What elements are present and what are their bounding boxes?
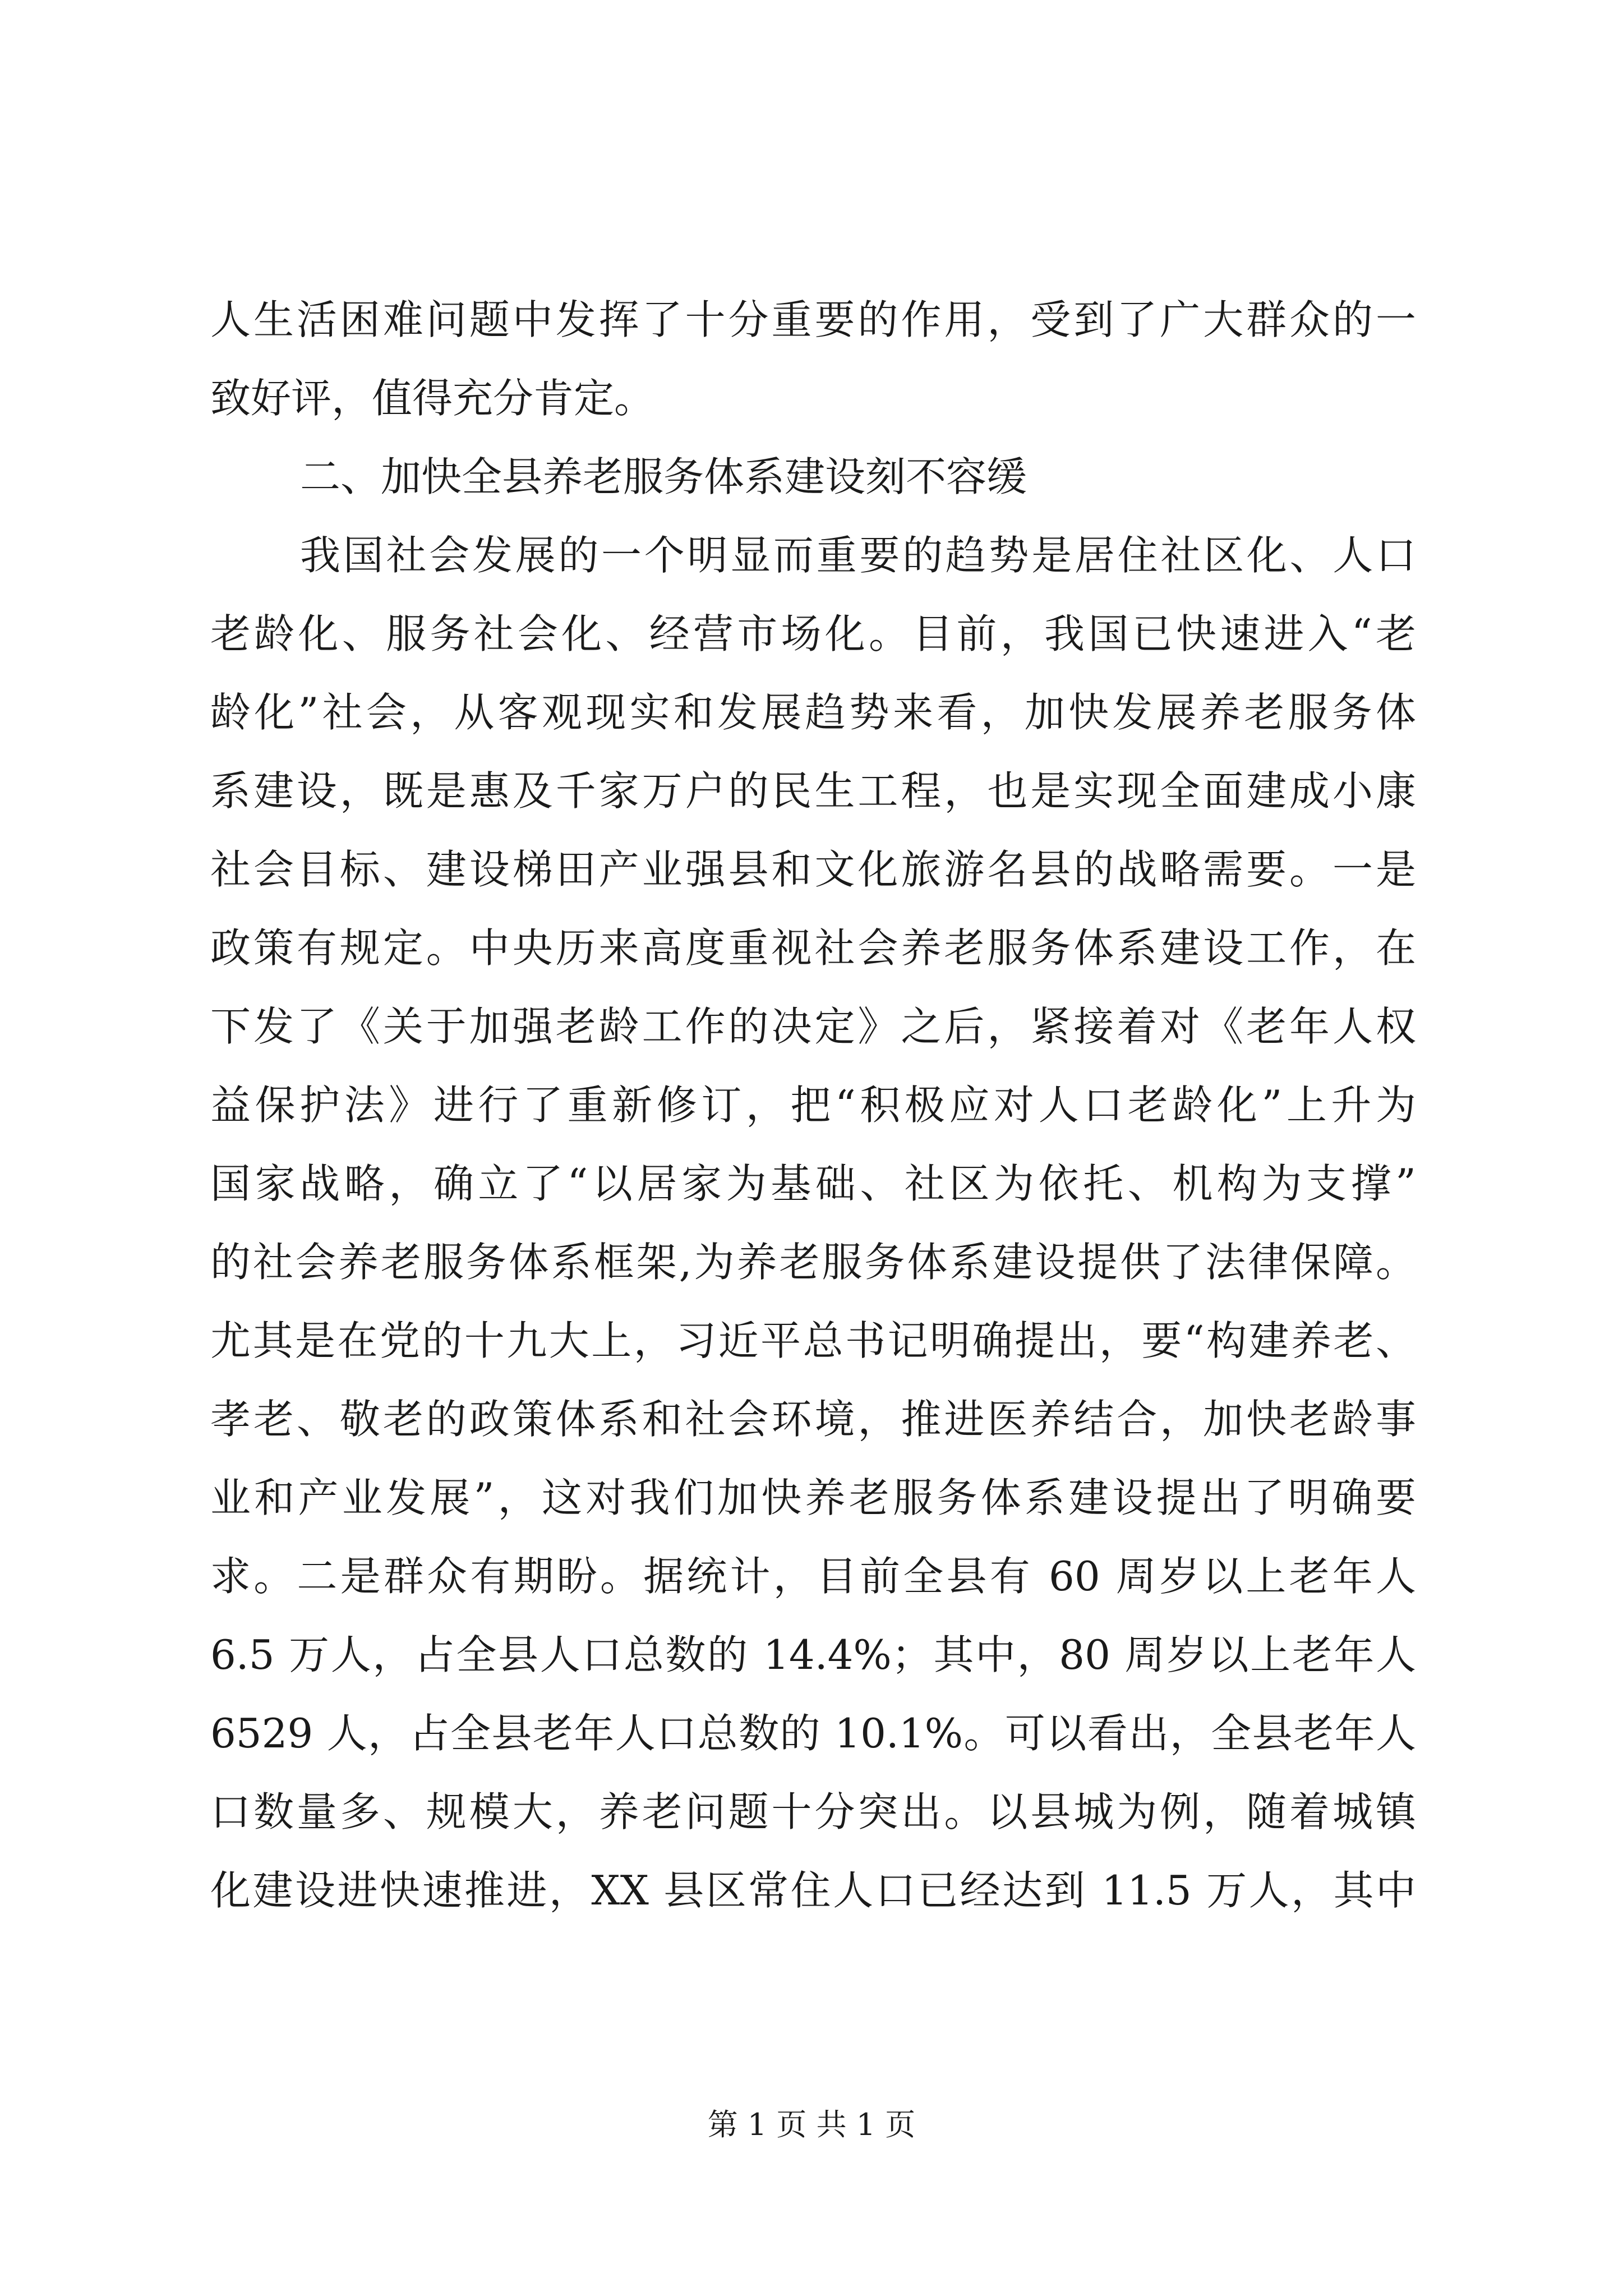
text-line-20: 口数量多、规模大，养老问题十分突出。以县城为例，随着城镇	[210, 1788, 1416, 1835]
section-heading: 二、加快全县养老服务体系建设刻不容缓	[300, 453, 1027, 500]
text-line-8: 社会目标、建设梯田产业强县和文化旅游名县的战略需要。一是	[210, 846, 1416, 893]
page-number-footer: 第 1 页 共 1 页	[707, 2107, 916, 2142]
text-line-11: 益保护法》进行了重新修订，把“积极应对人口老龄化”上升为	[210, 1082, 1416, 1129]
text-line-5: 老龄化、服务社会化、经营市场化。目前，我国已快速进入“老	[210, 610, 1416, 657]
text-line-21: 化建设进快速推进，XX 县区常住人口已经达到 11.5 万人，其中	[210, 1867, 1416, 1914]
document-body	[210, 280, 1416, 1930]
text-line-6: 龄化”社会，从客观现实和发展趋势来看，加快发展养老服务体	[210, 689, 1416, 736]
text-line-2: 致好评，值得充分肯定。	[210, 375, 655, 422]
text-line-9: 政策有规定。中央历来高度重视社会养老服务体系建设工作，在	[210, 924, 1416, 972]
text-line-18: 6.5 万人，占全县人口总数的 14.4%；其中，80 周岁以上老年人	[210, 1631, 1416, 1678]
text-line-7: 系建设，既是惠及千家万户的民生工程，也是实现全面建成小康	[210, 767, 1416, 815]
text-line-10: 下发了《关于加强老龄工作的决定》之后，紧接着对《老年人权	[210, 1003, 1416, 1050]
text-line-13: 的社会养老服务体系框架,为养老服务体系建设提供了法律保障。	[210, 1239, 1416, 1286]
text-line-15: 孝老、敬老的政策体系和社会环境，推进医养结合，加快老龄事	[210, 1396, 1416, 1443]
text-line-1: 人生活困难问题中发挥了十分重要的作用，受到了广大群众的一	[210, 296, 1416, 343]
text-line-16: 业和产业发展”，这对我们加快养老服务体系建设提出了明确要	[210, 1474, 1416, 1521]
text-line-17: 求。二是群众有期盼。据统计，目前全县有 60 周岁以上老年人	[210, 1553, 1416, 1600]
text-line-4: 我国社会发展的一个明显而重要的趋势是居住社区化、人口	[300, 532, 1416, 579]
text-line-14: 尤其是在党的十九大上，习近平总书记明确提出，要“构建养老、	[210, 1317, 1416, 1364]
text-line-12: 国家战略，确立了“以居家为基础、社区为依托、机构为支撑”	[210, 1160, 1416, 1207]
text-line-19: 6529 人，占全县老年人口总数的 10.1%。可以看出，全县老年人	[210, 1710, 1416, 1757]
